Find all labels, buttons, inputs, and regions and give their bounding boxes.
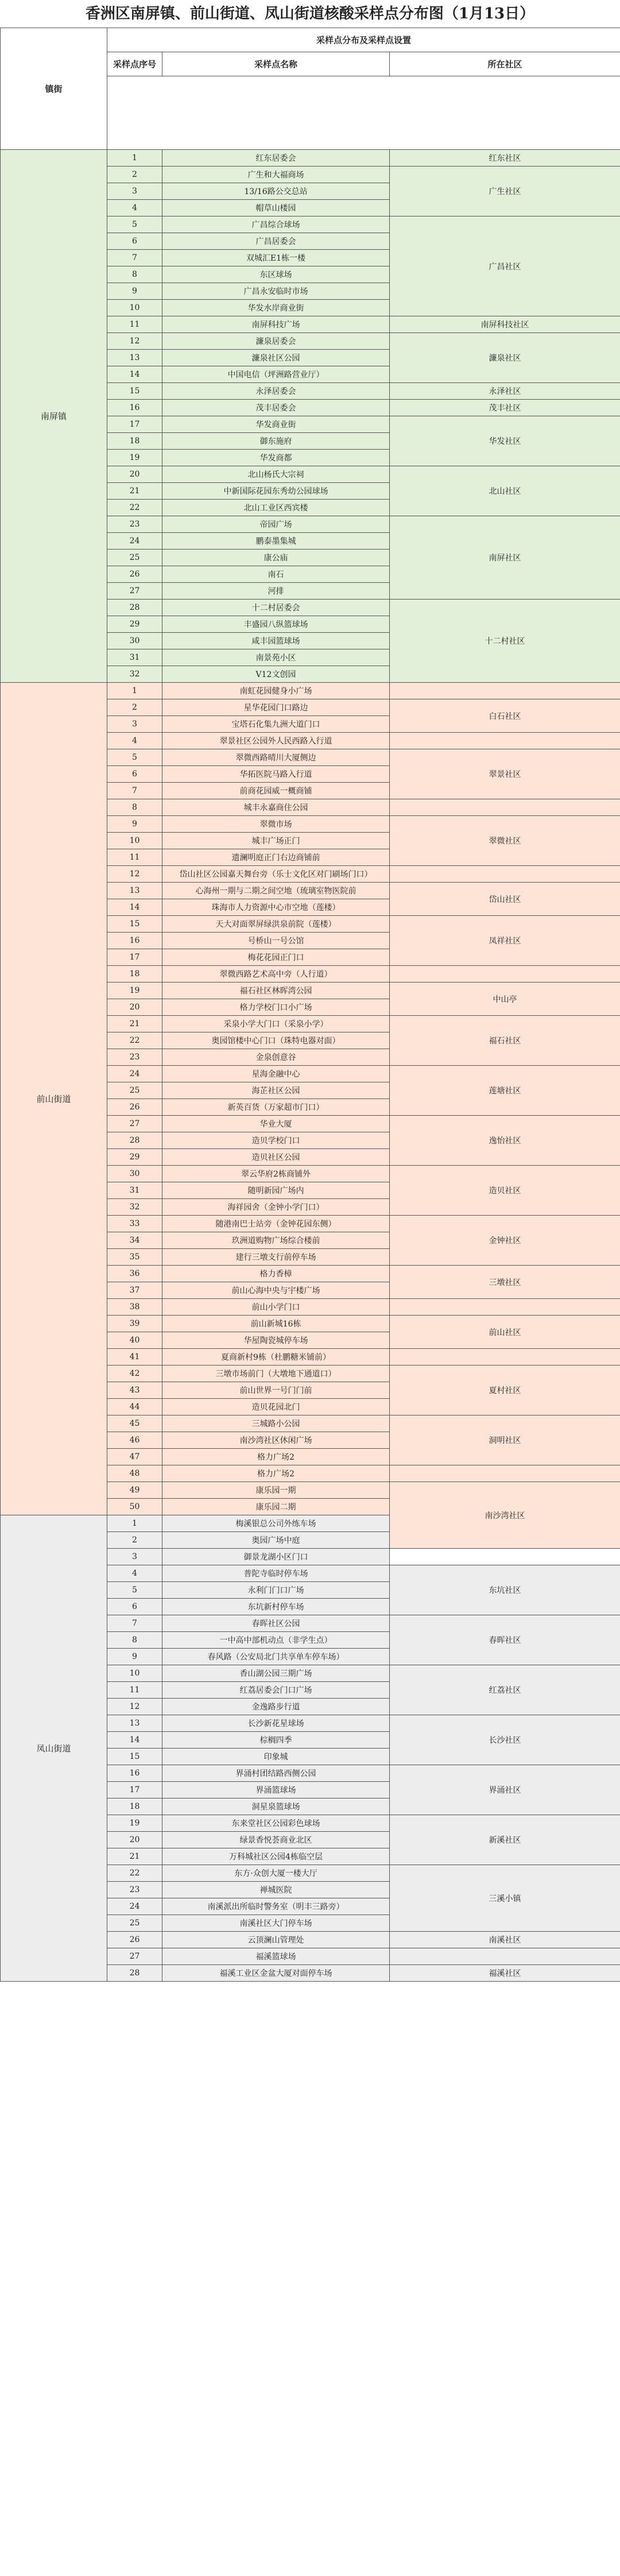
- site-cell: 东方·众创大厦一楼大厅: [162, 1865, 390, 1882]
- site-cell: 华业大厦: [162, 1116, 390, 1132]
- seq-cell: 1: [107, 683, 162, 699]
- seq-cell: 10: [107, 300, 162, 316]
- seq-cell: 20: [107, 466, 162, 483]
- site-cell: 北山杨氏大宗祠: [162, 466, 390, 483]
- seq-cell: 21: [107, 1848, 162, 1865]
- site-cell: 梅花花园正门口: [162, 949, 390, 966]
- site-cell: 华屋陶瓷城停车场: [162, 1332, 390, 1349]
- site-cell: 河排: [162, 583, 390, 599]
- site-cell: 前山新城16栋: [162, 1316, 390, 1332]
- seq-cell: 2: [107, 167, 162, 183]
- community-cell: 中山亭: [390, 983, 620, 1016]
- seq-cell: 2: [107, 699, 162, 716]
- seq-cell: 38: [107, 1299, 162, 1316]
- site-cell: 南景苑小区: [162, 649, 390, 666]
- header-town: 镇街: [1, 28, 107, 150]
- community-cell: [390, 733, 620, 749]
- town-cell: 凤山街道: [1, 1515, 107, 1982]
- seq-cell: 8: [107, 799, 162, 816]
- seq-cell: 16: [107, 400, 162, 416]
- seq-cell: 5: [107, 216, 162, 233]
- seq-cell: 20: [107, 1832, 162, 1848]
- site-cell: 长沙新花星球场: [162, 1715, 390, 1732]
- seq-cell: 40: [107, 1332, 162, 1349]
- community-cell: [390, 799, 620, 816]
- town-cell: 前山街道: [1, 683, 107, 1515]
- site-cell: 翠云华府2栋商铺外: [162, 1166, 390, 1182]
- seq-cell: 12: [107, 866, 162, 883]
- community-cell: 凤祥社区: [390, 916, 620, 966]
- seq-cell: 26: [107, 1932, 162, 1948]
- seq-cell: 20: [107, 999, 162, 1016]
- community-cell: 茂丰社区: [390, 400, 620, 416]
- site-cell: 翠微西路晴川大厦侧边: [162, 749, 390, 766]
- site-cell: 红东居委会: [162, 150, 390, 167]
- community-cell: 十二村社区: [390, 599, 620, 683]
- seq-cell: 12: [107, 333, 162, 350]
- site-cell: 前山小学门口: [162, 1299, 390, 1316]
- seq-cell: 11: [107, 1682, 162, 1699]
- seq-cell: 41: [107, 1349, 162, 1366]
- site-cell: 福石社区林晖湾公园: [162, 983, 390, 999]
- seq-cell: 49: [107, 1482, 162, 1499]
- site-cell: 心海州一期与二期之间空地（琉璃室物医院前: [162, 883, 390, 899]
- community-cell: 三墩社区: [390, 1266, 620, 1299]
- seq-cell: 22: [107, 500, 162, 516]
- table-row: [1, 683, 620, 699]
- seq-cell: 6: [107, 766, 162, 783]
- site-cell: 禅城医院: [162, 1882, 390, 1898]
- seq-cell: 12: [107, 1699, 162, 1715]
- seq-cell: 34: [107, 1232, 162, 1249]
- seq-cell: 11: [107, 316, 162, 333]
- seq-cell: 47: [107, 1449, 162, 1465]
- seq-cell: 17: [107, 1782, 162, 1798]
- site-cell: 海芷社区公园: [162, 1082, 390, 1099]
- seq-cell: 32: [107, 1199, 162, 1216]
- community-cell: 前山社区: [390, 1316, 620, 1349]
- site-cell: 云顶澜山管理处: [162, 1932, 390, 1948]
- seq-cell: 13: [107, 1715, 162, 1732]
- site-cell: 造贝花园北门: [162, 1399, 390, 1415]
- site-cell: 海祥园舍（金钟小学门口）: [162, 1199, 390, 1216]
- site-cell: 格力香樟: [162, 1266, 390, 1282]
- seq-cell: 15: [107, 1749, 162, 1765]
- seq-cell: 9: [107, 816, 162, 833]
- seq-cell: 28: [107, 599, 162, 616]
- seq-cell: 3: [107, 716, 162, 733]
- town-cell: 南屏镇: [1, 150, 107, 683]
- site-cell: 奥园广场中庭: [162, 1532, 390, 1549]
- seq-cell: 15: [107, 383, 162, 400]
- site-cell: 前山心海中央与宇楼广场: [162, 1282, 390, 1299]
- site-cell: 帽草山楼园: [162, 200, 390, 216]
- seq-cell: 28: [107, 1965, 162, 1982]
- seq-cell: 8: [107, 1632, 162, 1649]
- site-cell: 城丰永嘉商住公园: [162, 799, 390, 816]
- seq-cell: 14: [107, 899, 162, 916]
- seq-cell: 11: [107, 849, 162, 866]
- header-seq: 采样点序号: [107, 52, 162, 76]
- seq-cell: 22: [107, 1032, 162, 1049]
- seq-cell: 16: [107, 933, 162, 949]
- seq-cell: 15: [107, 916, 162, 933]
- seq-cell: 6: [107, 233, 162, 250]
- seq-cell: 9: [107, 283, 162, 300]
- seq-cell: 1: [107, 1515, 162, 1532]
- site-cell: 永利门门口广场: [162, 1582, 390, 1599]
- site-cell: 造贝学校门口: [162, 1132, 390, 1149]
- site-cell: 咸丰园篮球场: [162, 633, 390, 649]
- site-cell: 南石: [162, 566, 390, 583]
- seq-cell: 25: [107, 1915, 162, 1932]
- community-cell: 南沙湾社区: [390, 1482, 620, 1549]
- header-community: 所在社区: [390, 52, 620, 76]
- seq-cell: 39: [107, 1316, 162, 1332]
- site-cell: V12文创园: [162, 666, 390, 683]
- seq-cell: 21: [107, 483, 162, 500]
- site-cell: 南虹花园健身小广场: [162, 683, 390, 699]
- site-cell: 新英百货（万家超市门口）: [162, 1099, 390, 1116]
- site-cell: 格力学校门口小广场: [162, 999, 390, 1016]
- site-cell: 建行三墩支行前停车场: [162, 1249, 390, 1266]
- community-cell: 红荔社区: [390, 1665, 620, 1715]
- community-cell: 长沙社区: [390, 1715, 620, 1765]
- site-cell: 印象城: [162, 1749, 390, 1765]
- community-cell: 白石社区: [390, 699, 620, 733]
- site-cell: 福溪篮球场: [162, 1948, 390, 1965]
- seq-cell: 2: [107, 1532, 162, 1549]
- site-cell: 永泽居委会: [162, 383, 390, 400]
- site-cell: 前商花园威一概商铺: [162, 783, 390, 799]
- community-cell: 红东社区: [390, 150, 620, 167]
- seq-cell: 3: [107, 183, 162, 200]
- site-cell: 翠微西路艺术高中旁（人行道）: [162, 966, 390, 983]
- community-cell: 造贝社区: [390, 1166, 620, 1216]
- site-cell: 造贝社区公园: [162, 1149, 390, 1166]
- seq-cell: 10: [107, 833, 162, 849]
- seq-cell: 4: [107, 733, 162, 749]
- site-cell: 随港南巴士站旁（金钟花园东侧）: [162, 1216, 390, 1232]
- site-cell: 濂泉社区公园: [162, 350, 390, 366]
- site-cell: 棕榈四季: [162, 1732, 390, 1749]
- site-cell: 星华花园门口路边: [162, 699, 390, 716]
- community-cell: [390, 1465, 620, 1482]
- seq-cell: 24: [107, 1898, 162, 1915]
- seq-cell: 17: [107, 949, 162, 966]
- site-cell: 三城路小公园: [162, 1415, 390, 1432]
- seq-cell: 31: [107, 1182, 162, 1199]
- seq-cell: 10: [107, 1665, 162, 1682]
- community-cell: [390, 966, 620, 983]
- site-cell: 濂泉居委会: [162, 333, 390, 350]
- site-cell: 格力广场2: [162, 1465, 390, 1482]
- seq-cell: 6: [107, 1599, 162, 1615]
- site-cell: 号桥山一号公馆: [162, 933, 390, 949]
- site-cell: 星海金融中心: [162, 1066, 390, 1082]
- seq-cell: 13: [107, 883, 162, 899]
- seq-cell: 26: [107, 566, 162, 583]
- site-cell: 双城汇E1栋一楼: [162, 250, 390, 266]
- site-cell: 天大对面翠屏绿洪泉前院（莲楼）: [162, 916, 390, 933]
- community-cell: 南屏社区: [390, 516, 620, 599]
- seq-cell: 16: [107, 1765, 162, 1782]
- site-cell: 红荔居委会门口广场: [162, 1682, 390, 1699]
- community-cell: 翠微社区: [390, 816, 620, 866]
- seq-cell: 29: [107, 616, 162, 633]
- seq-cell: 19: [107, 450, 162, 466]
- site-cell: 华拓医院马路入行道: [162, 766, 390, 783]
- site-cell: 翠景社区公园外人民西路入行道: [162, 733, 390, 749]
- community-cell: 华发社区: [390, 416, 620, 466]
- site-cell: 鹏泰墨集城: [162, 533, 390, 550]
- seq-cell: 3: [107, 1549, 162, 1565]
- site-cell: 北山工业区西宾楼: [162, 500, 390, 516]
- site-cell: 格力广场2: [162, 1449, 390, 1465]
- seq-cell: 43: [107, 1382, 162, 1399]
- site-cell: 华发商业街: [162, 416, 390, 433]
- header-spacer: [107, 76, 620, 150]
- seq-cell: 46: [107, 1432, 162, 1449]
- site-cell: 金逸路步行道: [162, 1699, 390, 1715]
- community-cell: 洞明社区: [390, 1415, 620, 1465]
- community-cell: [390, 1948, 620, 1965]
- community-cell: 南溪社区: [390, 1932, 620, 1948]
- seq-cell: 7: [107, 250, 162, 266]
- table-body: [1, 150, 620, 1982]
- seq-cell: 22: [107, 1865, 162, 1882]
- seq-cell: 19: [107, 983, 162, 999]
- site-cell: 玖洲道购物广场综合楼前: [162, 1232, 390, 1249]
- site-cell: 康乐园一期: [162, 1482, 390, 1499]
- seq-cell: 32: [107, 666, 162, 683]
- site-cell: 一中高中部机动点（非学生点）: [162, 1632, 390, 1649]
- seq-cell: 31: [107, 649, 162, 666]
- site-cell: 夏商新村9栋（杜鹏糖米铺前）: [162, 1349, 390, 1366]
- site-cell: 东来堂社区公园彩色球场: [162, 1815, 390, 1832]
- seq-cell: 9: [107, 1649, 162, 1665]
- community-cell: [390, 1349, 620, 1366]
- seq-cell: 17: [107, 416, 162, 433]
- seq-cell: 4: [107, 1565, 162, 1582]
- seq-cell: 26: [107, 1099, 162, 1116]
- site-cell: 帝园广场: [162, 516, 390, 533]
- site-cell: 南溪派出所临时警务室（明丰三路旁）: [162, 1898, 390, 1915]
- seq-cell: 19: [107, 1815, 162, 1832]
- site-cell: 采泉小学大门口（采泉小学）: [162, 1016, 390, 1032]
- site-cell: 福溪工业区金盆大厦对面停车场: [162, 1965, 390, 1982]
- seq-cell: 28: [107, 1132, 162, 1149]
- seq-cell: 18: [107, 433, 162, 450]
- seq-cell: 33: [107, 1216, 162, 1232]
- site-cell: 翠微市场: [162, 816, 390, 833]
- community-cell: 北山社区: [390, 466, 620, 516]
- community-cell: 夏村社区: [390, 1366, 620, 1415]
- seq-cell: 29: [107, 1149, 162, 1166]
- site-cell: 中国电信（坪洲路营业厅）: [162, 366, 390, 383]
- site-cell: 界涌篮球场: [162, 1782, 390, 1798]
- community-cell: 逸怡社区: [390, 1116, 620, 1166]
- site-cell: 华发水岸商业街: [162, 300, 390, 316]
- seq-cell: 30: [107, 1166, 162, 1182]
- community-cell: 莲塘社区: [390, 1066, 620, 1116]
- site-cell: 御东施府: [162, 433, 390, 450]
- community-cell: 濂泉社区: [390, 333, 620, 383]
- seq-cell: 24: [107, 1066, 162, 1082]
- community-cell: 岱山社区: [390, 883, 620, 916]
- site-cell: 康公庙: [162, 550, 390, 566]
- seq-cell: 27: [107, 1948, 162, 1965]
- site-cell: 南屏科技广场: [162, 316, 390, 333]
- seq-cell: 18: [107, 1798, 162, 1815]
- seq-cell: 27: [107, 583, 162, 599]
- community-cell: 界涌社区: [390, 1765, 620, 1815]
- site-cell: 春晖社区公园: [162, 1615, 390, 1632]
- community-cell: 南屏科技社区: [390, 316, 620, 333]
- site-cell: 岱山社区公园嘉天舞台旁（乐士文化区对门刷场门口）: [162, 866, 390, 883]
- seq-cell: 36: [107, 1266, 162, 1282]
- header-site: 采样点名称: [162, 52, 390, 76]
- seq-cell: 25: [107, 1082, 162, 1099]
- site-cell: 香山湖公园三期广场: [162, 1665, 390, 1682]
- site-cell: 丰盛园八纵篮球场: [162, 616, 390, 633]
- seq-cell: 14: [107, 1732, 162, 1749]
- community-cell: 广生社区: [390, 167, 620, 216]
- site-cell: 奥园馆楼中心门口（珠特电器对面）: [162, 1032, 390, 1049]
- seq-cell: 24: [107, 533, 162, 550]
- seq-cell: 7: [107, 1615, 162, 1632]
- seq-cell: 13: [107, 350, 162, 366]
- seq-cell: 14: [107, 366, 162, 383]
- seq-cell: 45: [107, 1415, 162, 1432]
- seq-cell: 50: [107, 1499, 162, 1515]
- seq-cell: 37: [107, 1282, 162, 1299]
- seq-cell: 44: [107, 1399, 162, 1415]
- community-cell: 东坑社区: [390, 1565, 620, 1615]
- sampling-site-table: [0, 28, 620, 1982]
- site-cell: 普陀寺临时停车场: [162, 1565, 390, 1582]
- site-cell: 茂丰居委会: [162, 400, 390, 416]
- community-cell: 新溪社区: [390, 1815, 620, 1865]
- community-cell: 广昌社区: [390, 216, 620, 316]
- seq-cell: 27: [107, 1116, 162, 1132]
- site-cell: 前山世界一号门门前: [162, 1382, 390, 1399]
- site-cell: 金泉创意谷: [162, 1049, 390, 1066]
- seq-cell: 25: [107, 550, 162, 566]
- table-row: [1, 150, 620, 167]
- community-cell: [390, 683, 620, 699]
- site-cell: 梅溪银总公司外练车场: [162, 1515, 390, 1532]
- site-cell: 广昌永安临时市场: [162, 283, 390, 300]
- site-cell: 春风路（公安局北门共享单车停车场）: [162, 1649, 390, 1665]
- community-cell: 永泽社区: [390, 383, 620, 400]
- community-cell: 春晖社区: [390, 1615, 620, 1665]
- site-cell: 广生和大福商场: [162, 167, 390, 183]
- community-cell: [390, 866, 620, 883]
- community-cell: [390, 1299, 620, 1316]
- seq-cell: 48: [107, 1465, 162, 1482]
- seq-cell: 23: [107, 516, 162, 533]
- site-cell: 康乐园二期: [162, 1499, 390, 1515]
- site-cell: 广昌综合球场: [162, 216, 390, 233]
- site-cell: 城丰广场正门: [162, 833, 390, 849]
- seq-cell: 4: [107, 200, 162, 216]
- page-title: 香洲区南屏镇、前山街道、凤山街道核酸采样点分布图（1月13日）: [85, 5, 535, 22]
- site-cell: 界涌村团结路西侧公园: [162, 1765, 390, 1782]
- site-cell: 13/16路公交总站: [162, 183, 390, 200]
- community-cell: 金钟社区: [390, 1216, 620, 1266]
- seq-cell: 21: [107, 1016, 162, 1032]
- site-cell: 洞星泉篮球场: [162, 1798, 390, 1815]
- site-cell: 遗澜明庭正门右边商铺前: [162, 849, 390, 866]
- site-cell: 南沙湾社区休闲广场: [162, 1432, 390, 1449]
- site-cell: 中新国际花园东秀幼公园球场: [162, 483, 390, 500]
- site-cell: 宝塔石化集九洲大道门口: [162, 716, 390, 733]
- seq-cell: 23: [107, 1049, 162, 1066]
- community-cell: 翠景社区: [390, 749, 620, 799]
- site-cell: 万科城社区公园4栋临空层: [162, 1848, 390, 1865]
- site-cell: 东坑新村停车场: [162, 1599, 390, 1615]
- community-cell: 福溪社区: [390, 1965, 620, 1982]
- seq-cell: 18: [107, 966, 162, 983]
- seq-cell: 7: [107, 783, 162, 799]
- site-cell: 南溪社区大门停车场: [162, 1915, 390, 1932]
- site-cell: 十二村居委会: [162, 599, 390, 616]
- community-cell: 福石社区: [390, 1016, 620, 1066]
- seq-cell: 42: [107, 1366, 162, 1382]
- seq-cell: 1: [107, 150, 162, 167]
- seq-cell: 23: [107, 1882, 162, 1898]
- seq-cell: 30: [107, 633, 162, 649]
- site-cell: 绿景香悦荟商业北区: [162, 1832, 390, 1848]
- seq-cell: 5: [107, 749, 162, 766]
- site-cell: 广昌居委会: [162, 233, 390, 250]
- site-cell: 东区球场: [162, 266, 390, 283]
- seq-cell: 8: [107, 266, 162, 283]
- seq-cell: 35: [107, 1249, 162, 1266]
- site-cell: 三墩市场前门（大墩地下通道口）: [162, 1366, 390, 1382]
- community-cell: 三溪小镇: [390, 1865, 620, 1932]
- site-cell: 御景龙湖小区门口: [162, 1549, 390, 1565]
- site-cell: 华发商都: [162, 450, 390, 466]
- site-cell: 珠海市人力资源中心市空地（莲楼）: [162, 899, 390, 916]
- header-group: 采样点分布及采样点设置: [107, 28, 620, 52]
- site-cell: 随明新园广场内: [162, 1182, 390, 1199]
- seq-cell: 5: [107, 1582, 162, 1599]
